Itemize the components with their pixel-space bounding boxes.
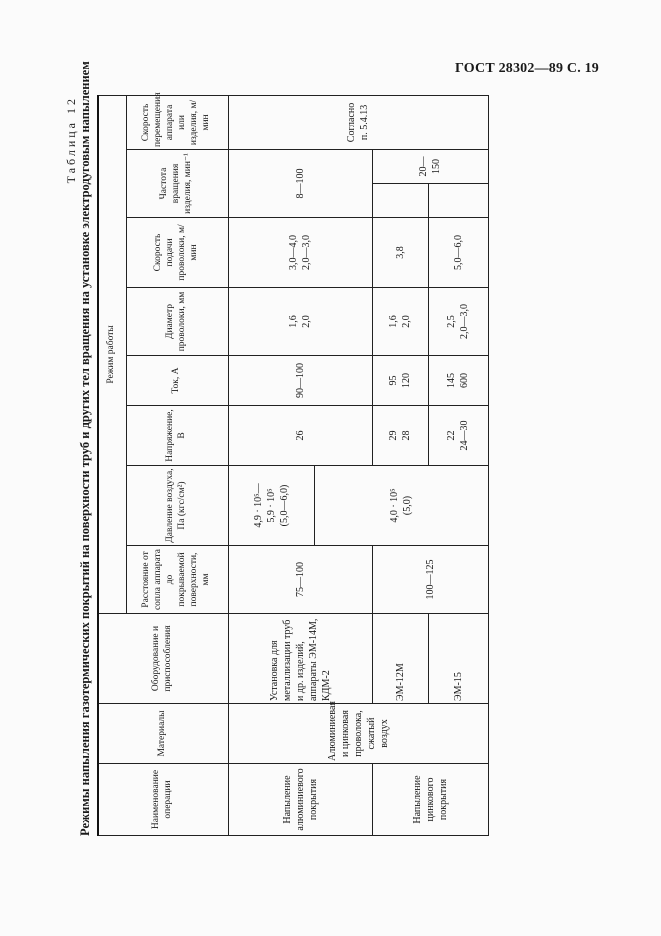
distance-aluminum: 75—100 (228, 546, 372, 614)
feed-aluminum-1: 3,0—4,0 (288, 235, 299, 270)
voltage-aluminum: 26 (228, 406, 372, 466)
header-pressure: Давление воздуха, Па (кгс/см²) (126, 466, 228, 546)
feed-em15: 5,0—6,0 (428, 218, 488, 288)
header-distance: Расстояние от сопла аппарата до покрываемой поверхности, мм (126, 546, 228, 614)
table-label: Таблица 12 (64, 96, 78, 184)
feed-aluminum (228, 218, 372, 288)
operation-aluminum: Напыление алюминиевого покрытия (228, 764, 372, 836)
current-em12-2: 120 (401, 373, 412, 388)
materials-shared: Алюминиевая и цинковая проволока, сжатый воздух (228, 704, 488, 764)
rotation-aluminum: 8—100 (228, 150, 372, 218)
rotation-em15-empty (428, 184, 488, 218)
modes-table (97, 92, 489, 836)
pressure-shared-1: 4,0 · 10⁵ (389, 488, 400, 523)
equipment-em12: ЭМ-12М (372, 614, 428, 704)
voltage-em12 (372, 406, 428, 466)
diameter-aluminum-1: 1,6 (288, 315, 299, 328)
diameter-em12-2: 2,0 (401, 315, 412, 328)
current-em15-1: 145 (446, 373, 457, 388)
header-equipment: Оборудование и приспособления (98, 614, 228, 704)
diameter-aluminum (228, 288, 372, 356)
operation-zinc: Напыление цинкового покрытия (372, 764, 488, 836)
header-current: Ток, А (126, 356, 228, 406)
table-title: Режимы напыления газотермических покрытий на поверхности труб и других тел вращения на установке электродуговым напылением (78, 61, 92, 836)
rotation-shared: 20—150 (372, 150, 488, 184)
current-em15 (428, 356, 488, 406)
pressure-shared (314, 466, 488, 546)
feed-aluminum-2: 2,0—3,0 (301, 235, 312, 270)
equipment-aluminum: Установка для металлизации труб и др. изделий, аппараты ЭМ-14М, КДМ-2 (228, 614, 372, 704)
diameter-em15-2: 2,0—3,0 (459, 304, 470, 339)
distance-shared: 100—125 (372, 546, 488, 614)
move-speed-shared: Согласно п. 5.4.13 (228, 95, 488, 149)
header-rotation-freq: Частота вращения изделия, мин⁻¹ (126, 150, 228, 218)
voltage-em15-1: 22 (446, 430, 457, 441)
pressure-aluminum-line3: (5,0—6,0) (278, 484, 290, 527)
voltage-em12-1: 29 (388, 430, 399, 441)
header-voltage: Напряжение, В (126, 406, 228, 466)
rotation-em12-empty (372, 184, 428, 218)
current-em15-2: 600 (459, 373, 470, 388)
header-materials: Материалы (98, 704, 228, 764)
header-mode: Режим работы (98, 95, 126, 613)
current-em12-1: 95 (388, 375, 399, 386)
diameter-em15 (428, 288, 488, 356)
diameter-em12-1: 1,6 (388, 315, 399, 328)
diameter-em12 (372, 288, 428, 356)
voltage-em12-2: 28 (401, 430, 412, 441)
equipment-em15: ЭМ-15 (428, 614, 488, 704)
header-diameter: Диаметр проволоки, мм (126, 288, 228, 356)
current-aluminum: 90—100 (228, 356, 372, 406)
pressure-shared-2: (5,0) (402, 495, 413, 516)
page-header: ГОСТ 28302—89 С. 19 (455, 61, 599, 76)
voltage-em15-2: 24—30 (459, 420, 470, 451)
current-em12 (372, 356, 428, 406)
feed-em12: 3,8 (372, 218, 428, 288)
voltage-em15 (428, 406, 488, 466)
pressure-aluminum-line2: 5,9 · 10⁵ (265, 488, 277, 523)
header-feed-speed: Скорость подачи проволоки, м/мин (126, 218, 228, 288)
header-move-speed: Скорость перемещения аппарата или изделия, м/мин (126, 95, 228, 149)
diameter-aluminum-2: 2,0 (301, 315, 312, 328)
pressure-aluminum-line1: 4,9 · 10⁵— (252, 483, 264, 528)
diameter-em15-1: 2,5 (446, 315, 457, 328)
header-operation: Наименование операции (98, 764, 228, 836)
pressure-aluminum (228, 466, 314, 546)
